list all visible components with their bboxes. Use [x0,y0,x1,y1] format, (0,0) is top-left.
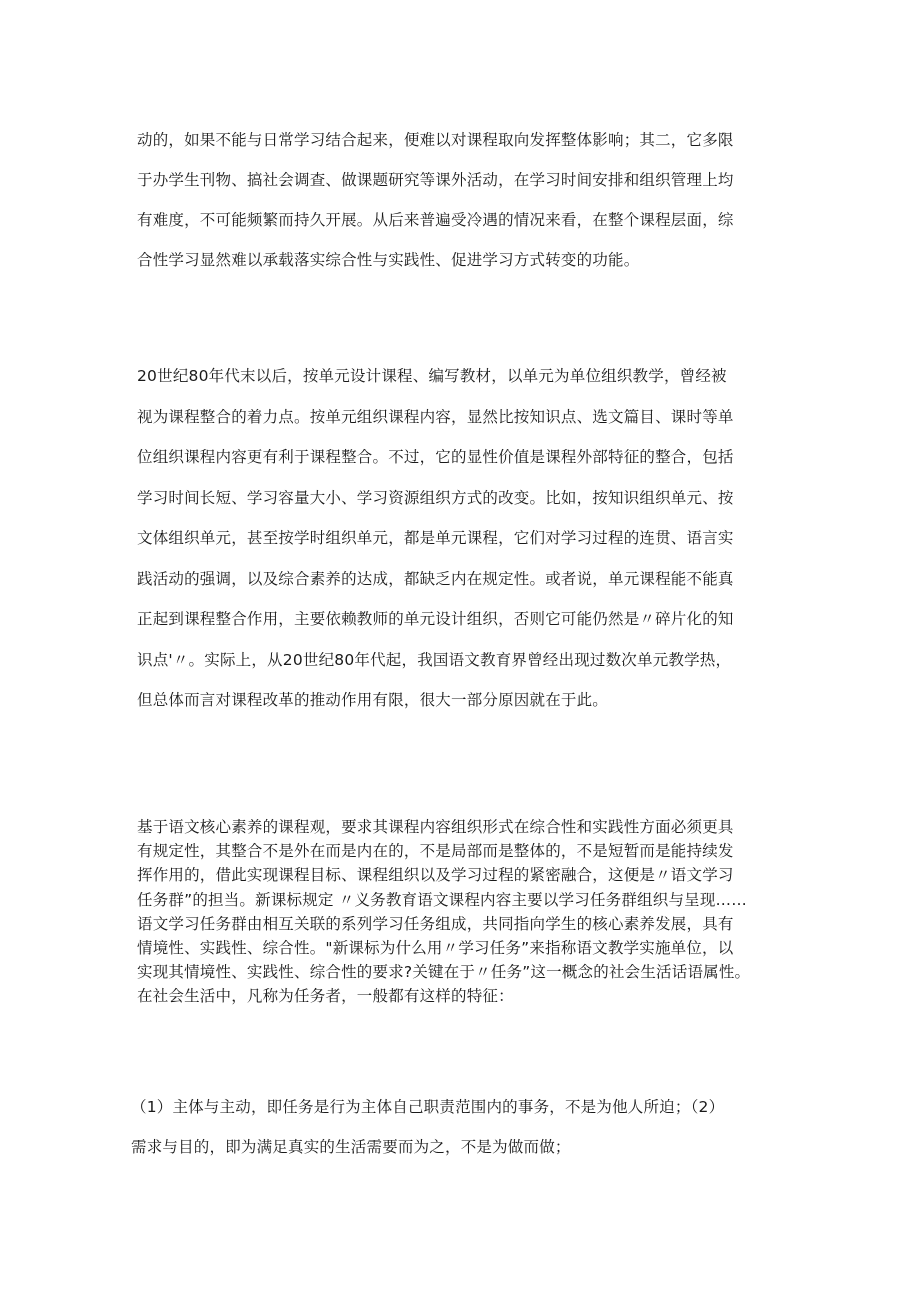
text-line: 践活动的强调，以及综合素养的达成，都缺乏内在规定性。或者说，单元课程能不能真 [137,569,734,588]
text-line: 但总体而言对课程改革的推动作用有限，很大一部分原因就在于此。 [137,691,609,709]
text-line: 任务群”的担当。新课标规定 〃义务教育语文课程内容主要以学习任务群组织与呈现…… [137,890,747,909]
text-line: 挥作用的，借此实现课程目标、课程组织以及学习过程的紧密融合，这便是〃语文学习 [137,866,734,885]
text-line: 合性学习显然难以承载落实综合性与实践性、促进学习方式转变的功能。 [137,251,640,269]
text-line: 视为课程整合的着力点。按单元组织课程内容，显然比按知识点、选文篇目、课时等单 [137,407,734,426]
paragraph-2 [137,356,797,721]
text-line: 有规定性，其整合不是外在而是内在的，不是局部而是整体的，不是短暂而是能持续发 [137,842,734,861]
text-line: 需求与目的，即为满足真实的生活需要而为之，不是为做而做； [131,1138,571,1156]
text-line: 有难度，不可能频繁而持久开展。从后来普遍受冷遇的情况来看，在整个课程层面，综 [137,211,734,229]
text-line: 情境性、实践性、综合性。"新课标为什么用〃学习任务”来指称语文教学实施单位，以 [137,939,734,958]
text-line: 在社会生活中，凡称为任务者，一般都有这样的特征： [137,987,514,1006]
paragraph-4 [131,1087,791,1167]
text-line: 于办学生刊物、搞社会调查、做课题研究等课外活动，在学习时间安排和组织管理上均 [137,171,734,189]
text-line: 动的，如果不能与日常学习结合起来，便难以对课程取向发挥整体影响；其二，它多限 [137,131,734,149]
text-line: （1）主体与主动，即任务是行为主体自己职责范围内的事务，不是为他人所迫；（2） [131,1098,725,1116]
paragraph-3 [137,815,797,1009]
text-line: 实现其情境性、实践性、综合性的要求?关键在于〃任务”这一概念的社会生活话语属性。 [137,963,751,982]
text-line: 文体组织单元，甚至按学时组织单元，都是单元课程，它们对学习过程的连贯、语言实 [137,529,734,547]
paragraph-1 [137,120,797,280]
text-line: 基于语文核心素养的课程观，要求其课程内容组织形式在综合性和实践性方面必须更具 [137,818,734,836]
text-line: 学习时间长短、学习容量大小、学习资源组织方式的改变。比如，按知识组织单元、按 [137,488,734,507]
text-line: 20世纪80年代末以后，按单元设计课程、编写教材，以单元为单位组织教学，曾经被 [137,367,727,385]
text-line: 正起到课程整合作用，主要依赖教师的单元设计组织，否则它可能仍然是〃碎片化的知 [137,610,734,628]
text-line: 位组织课程内容更有利于课程整合。不过，它的显性价值是课程外部特征的整合，包括 [137,448,734,466]
text-line: 识点'〃。实际上，从20世纪80年代起，我国语文教育界曾经出现过数次单元教学热， [137,650,732,669]
text-line: 语文学习任务群由相互关联的系列学习任务组成，共同指向学生的核心素养发展，具有 [137,914,734,933]
